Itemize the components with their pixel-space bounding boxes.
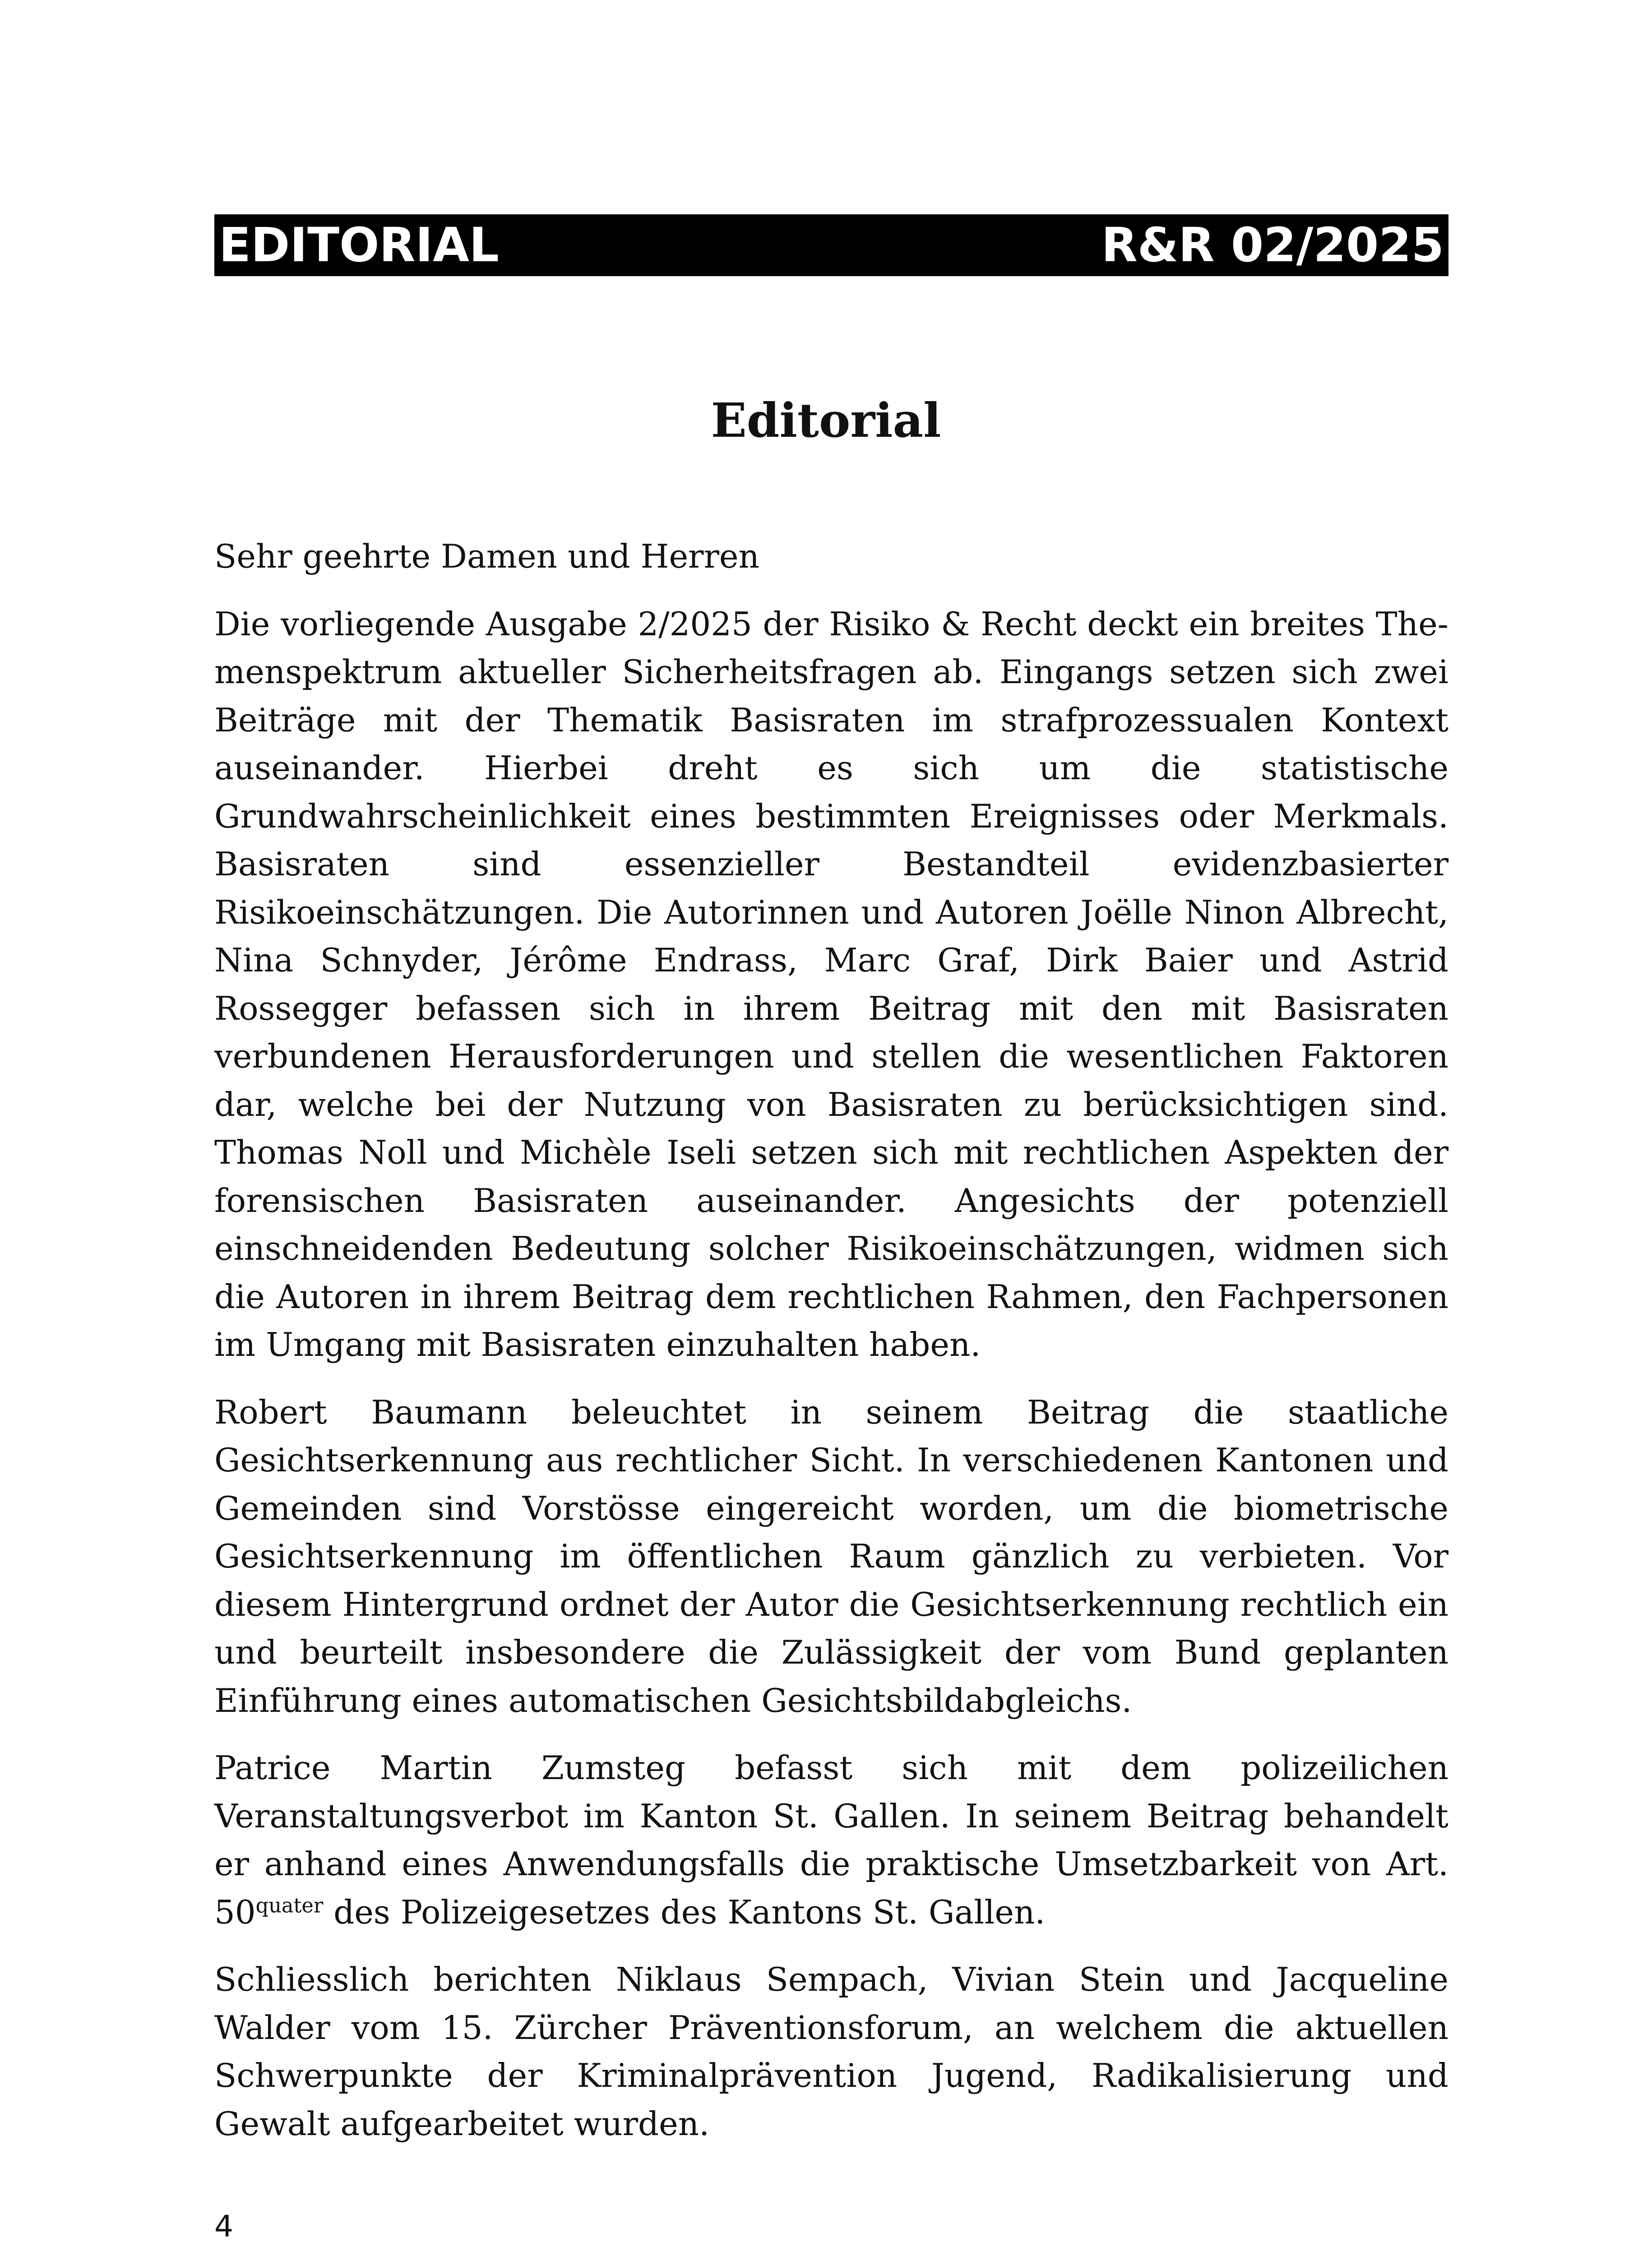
paragraph-text-part: des Polizeigesetzes des Kantons St. Gallen.: [323, 1893, 1046, 1931]
issue-label: R&R 02/2025: [1101, 217, 1444, 273]
page-title: Editorial: [711, 393, 941, 448]
article-body: [214, 532, 1448, 2167]
page-number: 4: [214, 2209, 233, 2244]
paragraph-text-part: Patrice Martin Zumsteg befasst sich mit dem polizeilichen Veranstaltungsverbot im Kanton St. Gallen. In seinem Beitrag behandelt er anhand eines Anwendungsfalls die praktische Umsetzbarkeit von Art. 50: [214, 1749, 1448, 1931]
section-label: EDITORIAL: [219, 217, 499, 273]
section-header-bar: [214, 214, 1448, 276]
paragraph-veranstaltungsverbot: [214, 1744, 1448, 1936]
paragraph-basisraten: Die vorliegende Ausgabe 2/2025 der Risiko & Recht deckt ein breites Themenspektrum aktueller Sicherheitsfragen ab. Eingangs setzen sich zwei Beiträge mit der Thematik Basisraten im strafprozessualen Kontext auseinander. Hierbei dreht es sich um die statistische Grundwahrscheinlichkeit eines bestimmten Ereignisses oder Merkmals. Basisraten sind essenzieller Bestandteil evidenzbasierter Risikoeinschätzungen. Die Autorinnen und Autoren Joëlle Ninon Albrecht, Nina Schnyder, Jérôme Endrass, Marc Graf, Dirk Baier und Astrid Rossegger befassen sich in ihrem Beitrag mit den mit Basisraten verbundenen Herausforderungen und stellen die wesentlichen Faktoren dar, welche bei der Nutzung von Basisraten zu berücksichtigen sind. Thomas Noll und Michèle Iseli setzen sich mit rechtlichen Aspekten der forensischen Basisraten auseinander. Angesichts der potenziell einschneidenden Bedeutung solcher Risikoeinschätzungen, widmen sich die Autoren in ihrem Beitrag dem rechtlichen Rahmen, den Fachpersonen im Umgang mit Basisraten einzuhalten haben.: [214, 605, 1448, 1364]
superscript-quater: quater: [255, 1893, 324, 1917]
salutation: Sehr geehrte Damen und Herren: [214, 537, 759, 575]
paragraph-gesichtserkennung: Robert Baumann beleuchtet in seinem Beitrag die staatliche Gesichtserkennung aus rechtlicher Sicht. In verschiedenen Kantonen und Gemeinden sind Vorstösse eingereicht worden, um die biometrische Gesichtserkennung im öffentlichen Raum gänzlich zu verbieten. Vor diesem Hintergrund ordnet der Autor die Gesichtserkennung rechtlich ein und beurteilt insbesondere die Zulässigkeit der vom Bund geplanten Einführung eines automatischen Gesichtsbildabgleichs.: [214, 1393, 1448, 1720]
paragraph-praeventionsforum: Schliesslich berichten Niklaus Sempach, Vivian Stein und Jacqueline Walder vom 15. Zürcher Präventionsforum, an welchem die aktuellen Schwerpunkte der Kriminalprävention Jugend, Radikalisierung und Gewalt aufgearbeitet wurden.: [214, 1960, 1448, 2143]
